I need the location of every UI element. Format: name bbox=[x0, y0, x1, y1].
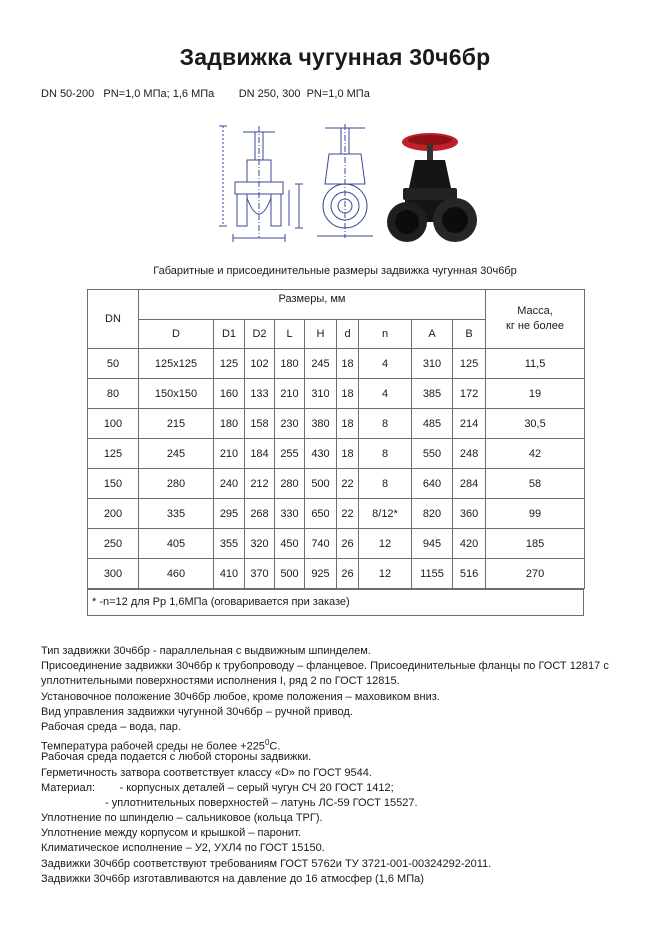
page-title: Задвижка чугунная 30ч6бр bbox=[179, 44, 491, 70]
table-cell: 26 bbox=[337, 559, 359, 589]
dimensions-group-header: Размеры, мм bbox=[139, 290, 486, 320]
table-row bbox=[88, 439, 585, 469]
table-cell: 430 bbox=[305, 439, 337, 469]
table-cell: 925 bbox=[305, 559, 337, 589]
table-row bbox=[88, 529, 585, 559]
table-cell: 172 bbox=[453, 379, 486, 409]
table-cell: 370 bbox=[245, 559, 275, 589]
column-header: D1 bbox=[214, 320, 245, 349]
table-cell: 385 bbox=[412, 379, 453, 409]
table-cell: 335 bbox=[139, 499, 214, 529]
table-cell: 360 bbox=[453, 499, 486, 529]
table-cell: 410 bbox=[214, 559, 245, 589]
table-cell: 102 bbox=[245, 349, 275, 379]
specifications-text bbox=[41, 644, 641, 887]
table-cell: 22 bbox=[337, 469, 359, 499]
table-cell: 125 bbox=[453, 349, 486, 379]
table-cell: 8 bbox=[359, 409, 412, 439]
column-header: B bbox=[453, 320, 486, 349]
spec-line-temperature bbox=[41, 735, 641, 753]
table-cell: 210 bbox=[275, 379, 305, 409]
side-view-drawing bbox=[295, 124, 373, 238]
table-cell: 200 bbox=[88, 499, 139, 529]
mass-header-line1: Масса, bbox=[517, 305, 553, 317]
pressure-subtitle: DN 50-200 PN=1,0 МПа; 1,6 МПа DN 250, 300 PN=1,0 МПа bbox=[41, 88, 370, 100]
table-row bbox=[88, 499, 585, 529]
table-cell: 310 bbox=[305, 379, 337, 409]
column-header: D2 bbox=[245, 320, 275, 349]
table-cell: 310 bbox=[412, 349, 453, 379]
table-cell: 284 bbox=[453, 469, 486, 499]
column-header: A bbox=[412, 320, 453, 349]
table-cell: 250 bbox=[88, 529, 139, 559]
table-cell: 268 bbox=[245, 499, 275, 529]
table-row bbox=[88, 379, 585, 409]
spec-line: Уплотнение по шпинделю – сальниковое (кольца ТРГ). bbox=[41, 812, 323, 825]
table-cell: 550 bbox=[412, 439, 453, 469]
table-cell: 380 bbox=[305, 409, 337, 439]
table-cell: 42 bbox=[486, 439, 585, 469]
table-cell: 150 bbox=[88, 469, 139, 499]
table-cell: 214 bbox=[453, 409, 486, 439]
spec-line: уплотнительными поверхностями исполнения I, ряд 2 по ГОСТ 12815. bbox=[41, 675, 400, 688]
table-cell: 99 bbox=[486, 499, 585, 529]
table-cell: 640 bbox=[412, 469, 453, 499]
table-row bbox=[88, 409, 585, 439]
table-cell: 210 bbox=[214, 439, 245, 469]
dn-header: DN bbox=[88, 290, 139, 349]
table-cell: 30,5 bbox=[486, 409, 585, 439]
table-cell: 245 bbox=[139, 439, 214, 469]
table-cell: 516 bbox=[453, 559, 486, 589]
table-cell: 150x150 bbox=[139, 379, 214, 409]
column-header: L bbox=[275, 320, 305, 349]
degree-superscript: 0 bbox=[264, 738, 270, 748]
table-cell: 650 bbox=[305, 499, 337, 529]
valve-drawings bbox=[205, 118, 495, 254]
spec-line: Вид управления задвижки чугунной 30ч6бр – ручной привод. bbox=[41, 705, 353, 718]
front-view-drawing bbox=[219, 126, 289, 242]
table-cell: 8 bbox=[359, 469, 412, 499]
table-cell: 300 bbox=[88, 559, 139, 589]
mass-header bbox=[486, 290, 585, 349]
table-cell: 320 bbox=[245, 529, 275, 559]
table-cell: 405 bbox=[139, 529, 214, 559]
table-row bbox=[88, 349, 585, 379]
table-cell: 8/12* bbox=[359, 499, 412, 529]
spec-line: Рабочая среда подается с любой стороны задвижки. bbox=[41, 751, 312, 764]
table-cell: 485 bbox=[412, 409, 453, 439]
table-cell: 500 bbox=[305, 469, 337, 499]
table-cell: 133 bbox=[245, 379, 275, 409]
spec-line: Рабочая среда – вода, пар. bbox=[41, 720, 181, 733]
table-cell: 280 bbox=[139, 469, 214, 499]
table-cell: 12 bbox=[359, 529, 412, 559]
column-header: D bbox=[139, 320, 214, 349]
table-footnote: * -n=12 для Рр 1,6МПа (оговаривается при заказе) bbox=[87, 589, 584, 616]
table-cell: 4 bbox=[359, 379, 412, 409]
dimensions-table bbox=[87, 289, 585, 589]
table-cell: 18 bbox=[337, 439, 359, 469]
table-cell: 820 bbox=[412, 499, 453, 529]
spec-line: Присоединение задвижки 30ч6бр к трубопроводу – фланцевое. Присоединительные фланцы по ГОСТ 12817 с bbox=[41, 660, 609, 673]
table-cell: 18 bbox=[337, 409, 359, 439]
valve-photo bbox=[387, 133, 477, 242]
column-header: n bbox=[359, 320, 412, 349]
table-cell: 355 bbox=[214, 529, 245, 559]
spec-line: Тип задвижки 30ч6бр - параллельная с выдвижным шпинделем. bbox=[41, 645, 371, 657]
table-cell: 160 bbox=[214, 379, 245, 409]
spec-line: Уплотнение между корпусом и крышкой – паронит. bbox=[41, 827, 301, 840]
table-cell: 19 bbox=[486, 379, 585, 409]
table-cell: 125 bbox=[88, 439, 139, 469]
table-cell: 26 bbox=[337, 529, 359, 559]
table-cell: 125x125 bbox=[139, 349, 214, 379]
table-cell: 245 bbox=[305, 349, 337, 379]
table-cell: 180 bbox=[275, 349, 305, 379]
table-cell: 450 bbox=[275, 529, 305, 559]
table-cell: 740 bbox=[305, 529, 337, 559]
table-cell: 180 bbox=[214, 409, 245, 439]
spec-line: Климатическое исполнение – У2, УХЛ4 по ГОСТ 15150. bbox=[41, 842, 325, 855]
table-row bbox=[88, 469, 585, 499]
table-cell: 185 bbox=[486, 529, 585, 559]
spec-line: Задвижки 30ч6бр изготавливаются на давление до 16 атмосфер (1,6 МПа) bbox=[41, 872, 424, 885]
table-cell: 945 bbox=[412, 529, 453, 559]
table-cell: 4 bbox=[359, 349, 412, 379]
table-cell: 12 bbox=[359, 559, 412, 589]
table-cell: 50 bbox=[88, 349, 139, 379]
table-row bbox=[88, 559, 585, 589]
table-cell: 184 bbox=[245, 439, 275, 469]
table-cell: 58 bbox=[486, 469, 585, 499]
table-cell: 500 bbox=[275, 559, 305, 589]
table-cell: 330 bbox=[275, 499, 305, 529]
table-cell: 212 bbox=[245, 469, 275, 499]
table-cell: 255 bbox=[275, 439, 305, 469]
table-cell: 158 bbox=[245, 409, 275, 439]
table-cell: 270 bbox=[486, 559, 585, 589]
column-header: d bbox=[337, 320, 359, 349]
temperature-unit: С. bbox=[269, 740, 281, 753]
table-cell: 280 bbox=[275, 469, 305, 499]
table-cell: 460 bbox=[139, 559, 214, 589]
table-cell: 230 bbox=[275, 409, 305, 439]
spec-line: Материал: - корпусных деталей – серый чугун СЧ 20 ГОСТ 1412; bbox=[41, 781, 394, 794]
spec-line: Герметичность затвора соответствует классу «D» по ГОСТ 9544. bbox=[41, 766, 372, 779]
spec-line: - уплотнительных поверхностей – латунь ЛС-59 ГОСТ 15527. bbox=[105, 796, 418, 809]
mass-header-line2: кг не более bbox=[506, 320, 565, 332]
table-cell: 215 bbox=[139, 409, 214, 439]
table-cell: 18 bbox=[337, 379, 359, 409]
table-cell: 8 bbox=[359, 439, 412, 469]
spec-line: Задвижки 30ч6бр соответствуют требованиям ГОСТ 5762и ТУ 3721-001-00324292-2011. bbox=[41, 857, 492, 870]
table-cell: 22 bbox=[337, 499, 359, 529]
table-cell: 295 bbox=[214, 499, 245, 529]
table-cell: 80 bbox=[88, 379, 139, 409]
table-cell: 125 bbox=[214, 349, 245, 379]
table-cell: 18 bbox=[337, 349, 359, 379]
table-caption: Габаритные и присоединительные размеры задвижка чугунная 30ч6бр bbox=[153, 265, 517, 277]
table-cell: 1155 bbox=[412, 559, 453, 589]
table-cell: 248 bbox=[453, 439, 486, 469]
table-cell: 240 bbox=[214, 469, 245, 499]
table-cell: 11,5 bbox=[486, 349, 585, 379]
table-cell: 100 bbox=[88, 409, 139, 439]
spec-line: Установочное положение 30ч6бр любое, кроме положения – маховиком вниз. bbox=[41, 690, 440, 703]
column-header: H bbox=[305, 320, 337, 349]
table-header-row bbox=[88, 290, 585, 320]
table-cell: 420 bbox=[453, 529, 486, 559]
temperature-text: Температура рабочей среды не более +225 bbox=[41, 740, 265, 753]
